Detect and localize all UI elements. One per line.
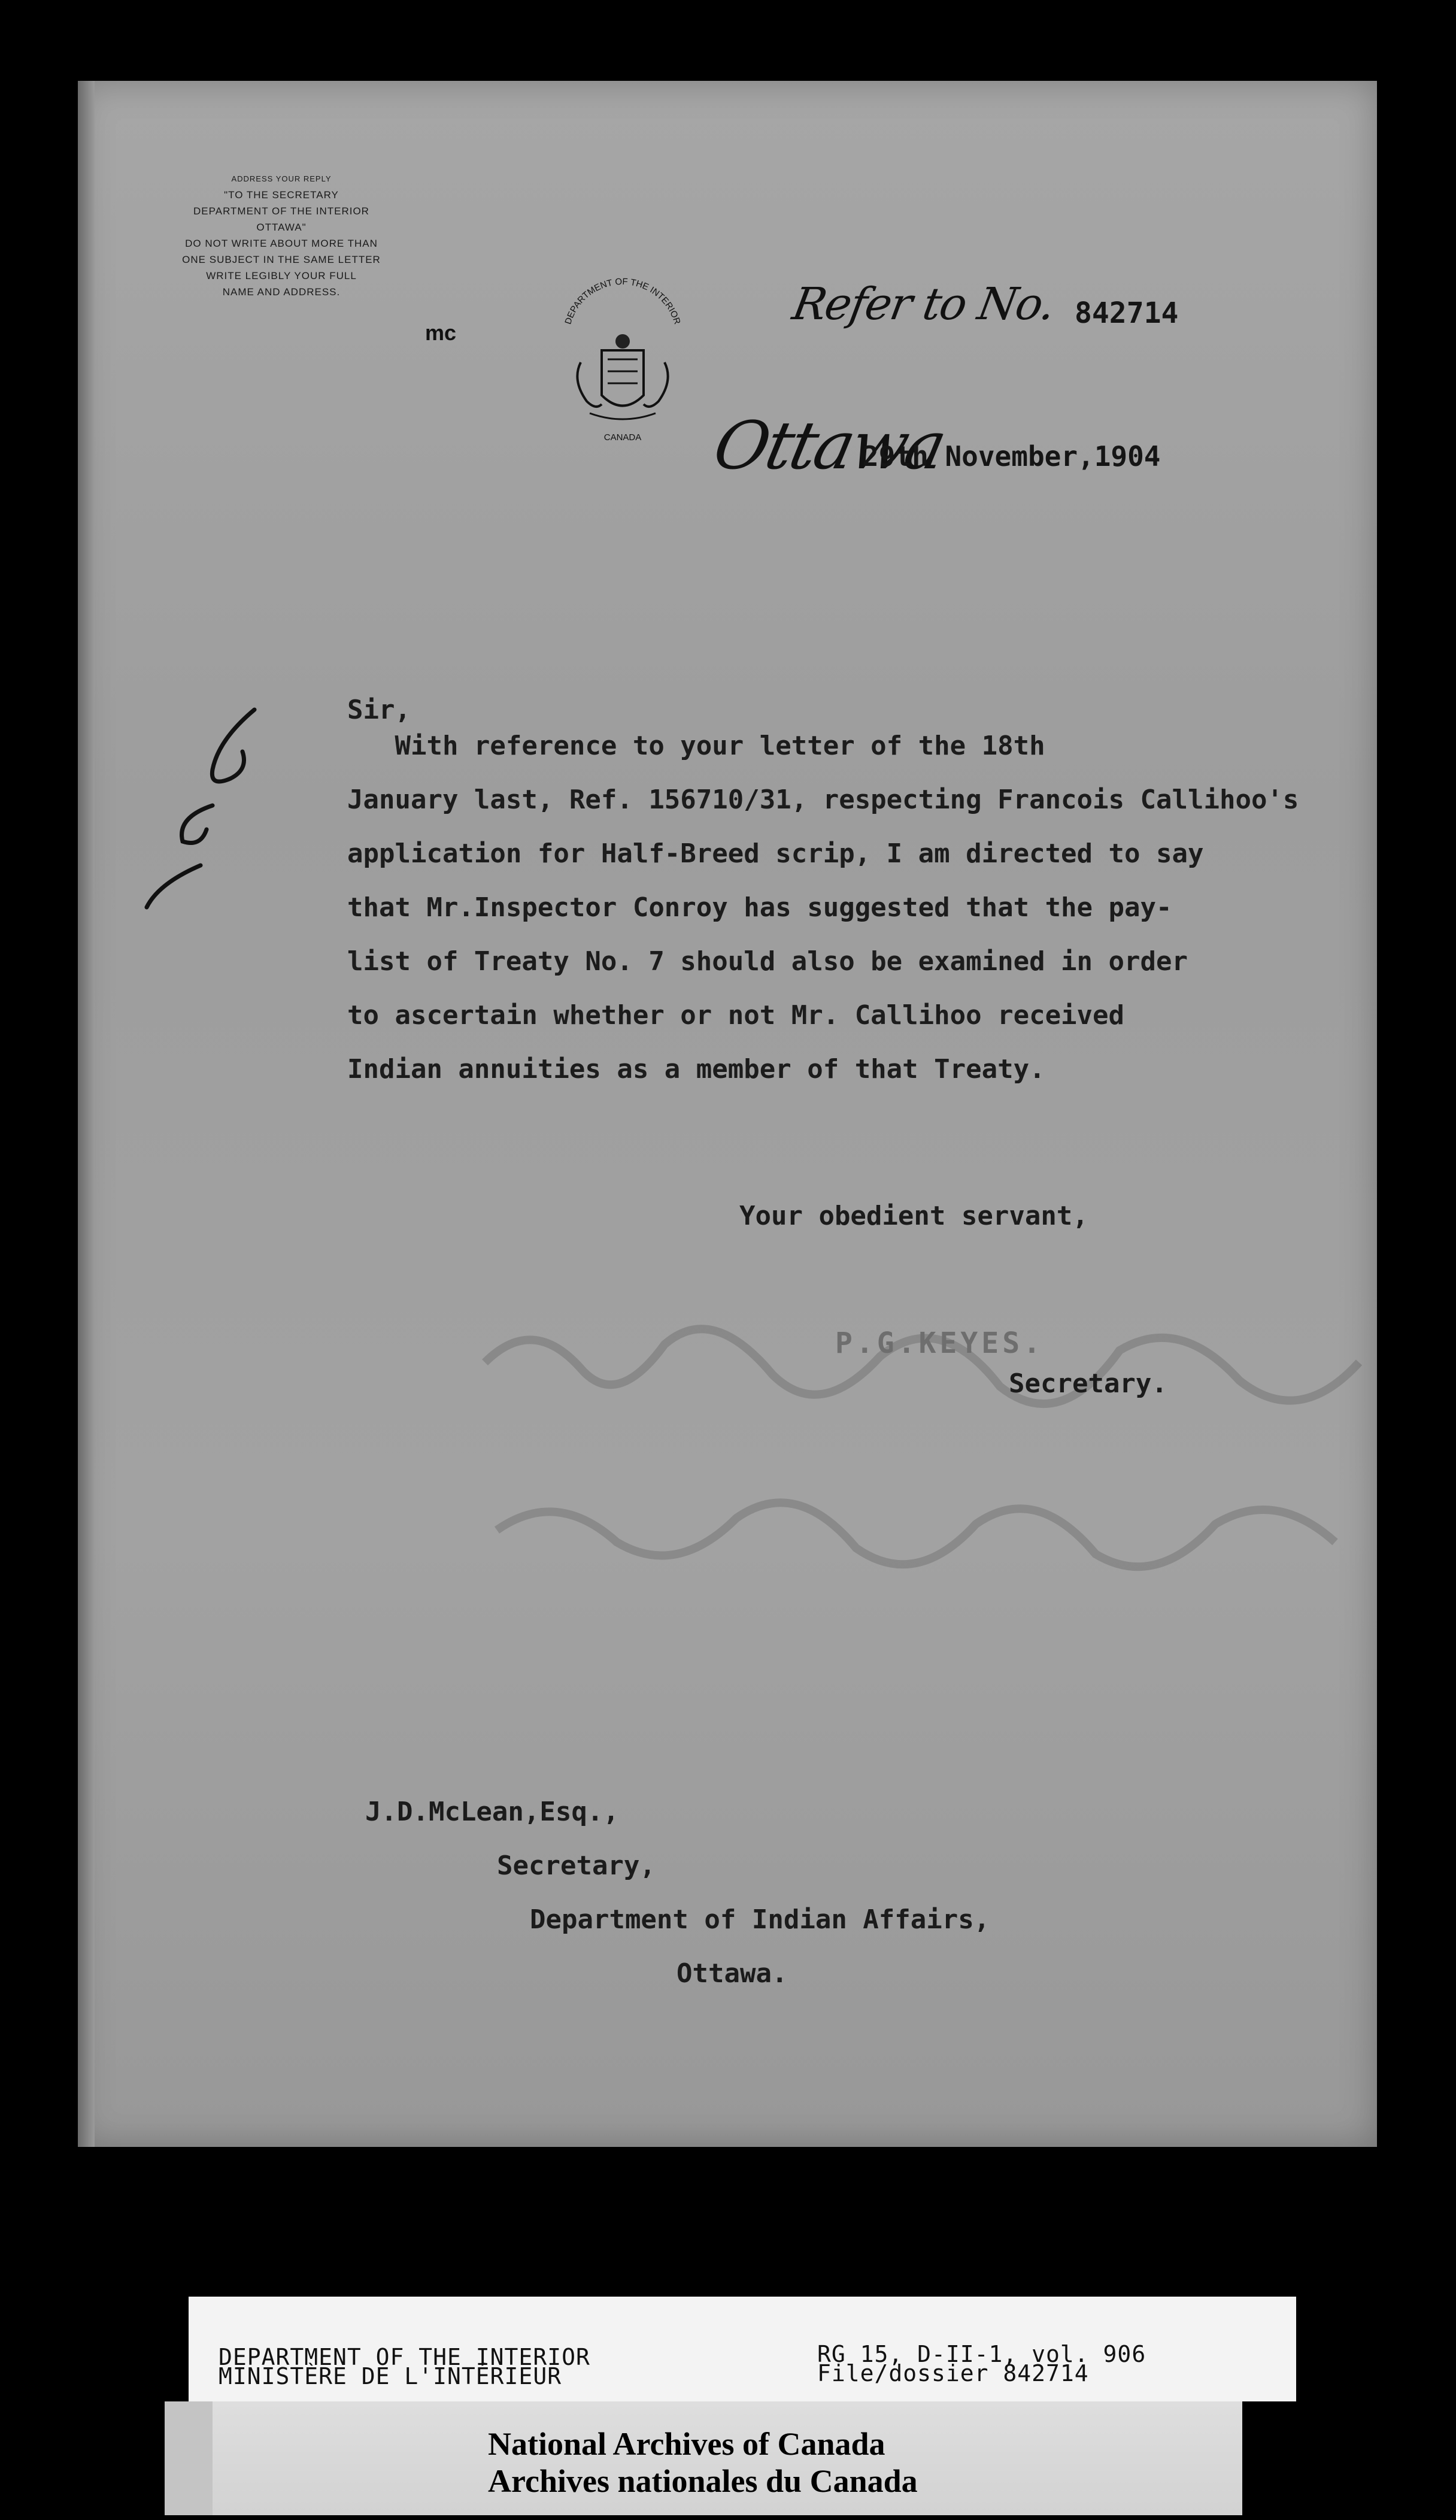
body-line: that Mr.Inspector Conroy has suggested that the pay- xyxy=(347,892,1172,923)
body-line: to ascertain whether or not Mr. Callihoo received xyxy=(347,1000,1125,1031)
archives-name xyxy=(488,2425,918,2500)
place-name: Ottawa xyxy=(707,407,951,484)
reference-number: 842714 xyxy=(1075,296,1179,330)
instruction-line: NAME AND ADDRESS. xyxy=(222,286,341,298)
archives-name-en: National Archives of Canada xyxy=(488,2426,885,2462)
file-reference xyxy=(817,2341,1146,2386)
instruction-line: WRITE LEGIBLY YOUR FULL xyxy=(206,270,357,281)
instruction-line: OTTAWA" xyxy=(256,222,307,233)
instruction-line: ONE SUBJECT IN THE SAME LETTER xyxy=(182,254,381,265)
addressee-city: Ottawa. xyxy=(677,1958,788,1989)
department-en: DEPARTMENT OF THE INTERIOR xyxy=(219,2344,590,2370)
salutation: Sir, xyxy=(347,695,411,725)
reply-instructions xyxy=(132,171,431,300)
crest-bottom-text: CANADA xyxy=(603,432,642,443)
letter-page xyxy=(78,81,1377,2147)
closing: Your obedient servant, xyxy=(739,1201,1088,1231)
body-line: With reference to your letter of the 18th xyxy=(347,731,1045,761)
signature-title: Secretary. xyxy=(1009,1368,1167,1399)
instruction-line: "TO THE SECRETARY xyxy=(224,189,339,201)
body-line: Indian annuities as a member of that Treaty. xyxy=(347,1054,1045,1085)
banner-tab xyxy=(165,2401,213,2515)
paper-edge xyxy=(78,81,95,2147)
instruction-line: ADDRESS YOUR REPLY xyxy=(231,174,332,183)
department-labels xyxy=(219,2344,590,2389)
addressee-title: Secretary, xyxy=(497,1850,656,1881)
handwritten-margin-mark xyxy=(123,668,278,919)
body-line: list of Treaty No. 7 should also be examined in order xyxy=(347,946,1188,977)
instruction-line: DO NOT WRITE ABOUT MORE THAN xyxy=(185,238,378,249)
addressee-department: Department of Indian Affairs, xyxy=(530,1904,990,1935)
typist-initials: mc xyxy=(425,320,457,345)
body-line: January last, Ref. 156710/31, respecting Francois Callihoo's xyxy=(347,785,1299,815)
instruction-line: DEPARTMENT OF THE INTERIOR xyxy=(193,205,369,217)
department-fr: MINISTÈRE DE L'INTÉRIEUR xyxy=(219,2363,562,2389)
archive-label-strip xyxy=(189,2297,1296,2401)
record-group: RG 15, D-II-1, vol. 906 xyxy=(817,2341,1146,2367)
file-number: File/dossier 842714 xyxy=(817,2360,1089,2386)
letter-date: 29th November,1904 xyxy=(862,440,1161,472)
archives-name-fr: Archives nationales du Canada xyxy=(488,2463,918,2499)
addressee-name: J.D.McLean,Esq., xyxy=(365,1797,619,1827)
archives-banner xyxy=(165,2401,1242,2515)
body-line: application for Half-Breed scrip, I am directed to say xyxy=(347,838,1204,869)
signature-stamp: P.G.KEYES. xyxy=(835,1326,1044,1360)
department-crest-icon xyxy=(545,261,700,488)
refer-to-label: Refer to No. xyxy=(788,278,1058,330)
crest-top-text: DEPARTMENT OF THE INTERIOR xyxy=(563,276,682,326)
